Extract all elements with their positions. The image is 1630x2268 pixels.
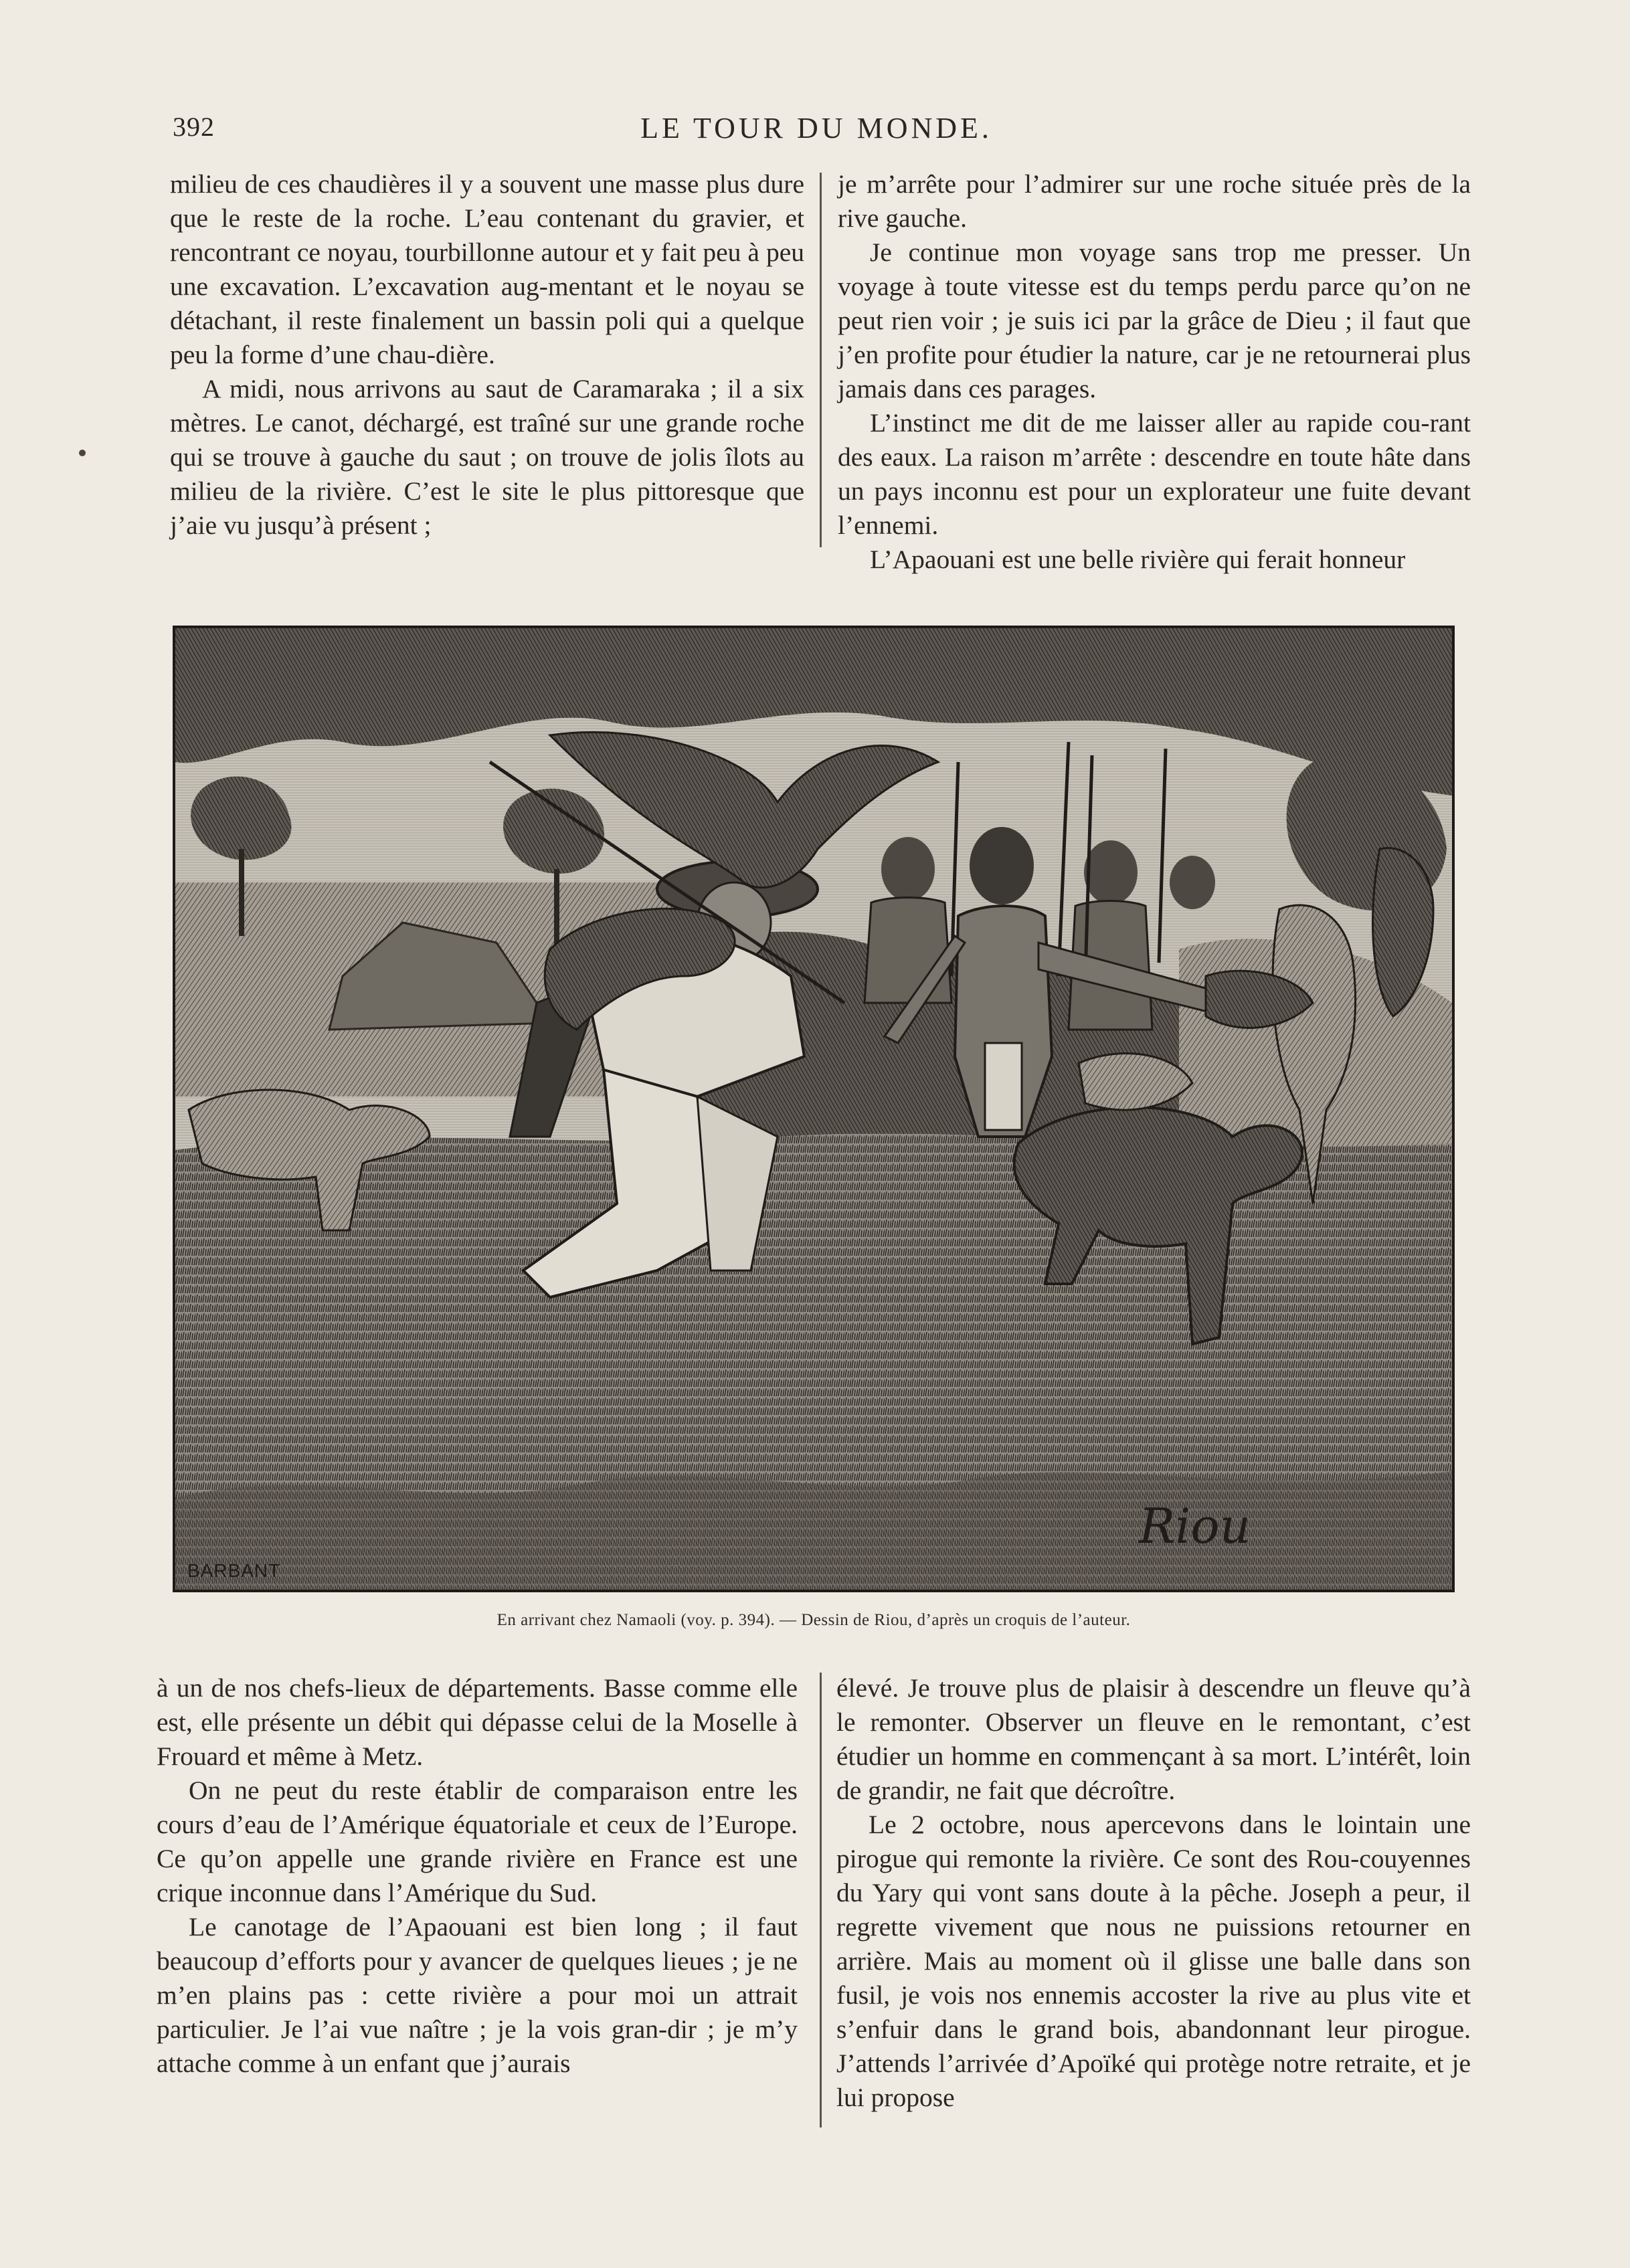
margin-mark xyxy=(79,450,86,456)
running-title: LE TOUR DU MONDE. xyxy=(640,112,992,145)
paragraph: à un de nos chefs-lieux de départements. Basse comme elle est, elle présente un débit qui dépasse celui de la Moselle à Frouard et même à Metz. xyxy=(157,1673,798,1771)
paragraph: je m’arrête pour l’admirer sur une roche située près de la rive gauche. xyxy=(838,169,1471,233)
paragraph: On ne peut du reste établir de comparaison entre les cours d’eau de l’Amérique équatoriale et ceux de l’Europe. Ce qu’on appelle une grande rivière en France est une crique inconnue dans l’Amérique du Sud. xyxy=(157,1776,798,1907)
paragraph: A midi, nous arrivons au saut de Caramaraka ; il a six mètres. Le canot, déchargé, est traîné sur une grande roche qui se trouve à gauche du saut ; on trouve de jolis îlots au milieu de la rivière. C’est le site le plus pittoresque que j’aie vu jusqu’à présent ; xyxy=(170,374,804,540)
engraving-illustration xyxy=(173,626,1455,1592)
foreground-grass xyxy=(175,1471,1452,1590)
bottom-right-column xyxy=(836,1671,1471,2115)
figure-caption: En arrivant chez Namaoli (voy. p. 394). — Dessin de Riou, d’après un croquis de l’auteur. xyxy=(496,1611,1131,1629)
page-header xyxy=(161,107,1472,147)
engraver-mark: BARBANT xyxy=(187,1560,281,1581)
top-left-column xyxy=(170,167,804,543)
page-number: 392 xyxy=(173,112,215,142)
paragraph: Le canotage de l’Apaouani est bien long ; il faut beaucoup d’efforts pour y avancer de quelques lieues ; je ne m’en plains pas : cette rivière a pour moi un attrait particulier. Je l’ai vue naître ; je la vois gran-dir ; je m’y attache comme à un enfant que j’aurais xyxy=(157,1912,798,2078)
paragraph: Je continue mon voyage sans trop me presser. Un voyage à toute vitesse est du temps perdu parce qu’on ne peut rien voir ; je suis ici par la grâce de Dieu ; il faut que j’en profite pour étudier la nature, car je ne retournerai plus jamais dans ces parages. xyxy=(838,238,1471,403)
bottom-left-column xyxy=(157,1671,798,2081)
column-rule xyxy=(820,1673,822,2128)
paragraph: L’Apaouani est une belle rivière qui ferait honneur xyxy=(870,545,1406,574)
paragraph: milieu de ces chaudières il y a souvent une masse plus dure que le reste de la roche. L’eau contenant du gravier, et rencontrant ce noyau, tourbillonne autour et y fait peu à peu une excavation. L’excavation aug-mentant et le noyau se détachant, il reste finalement un bassin poli qui a quelque peu la forme d’une chau-dière. xyxy=(170,169,804,369)
artist-signature: Riou xyxy=(1139,1498,1251,1554)
column-rule xyxy=(820,173,822,547)
paragraph: L’instinct me dit de me laisser aller au rapide cou-rant des eaux. La raison m’arrête : descendre en toute hâte dans un pays inconnu est pour un explorateur une fuite devant l’ennemi. xyxy=(838,408,1471,540)
paragraph: Le 2 octobre, nous apercevons dans le lointain une pirogue qui remonte la rivière. Ce sont des Rou-couyennes du Yary qui vont sans doute à la pêche. Joseph a peur, il regrette vivement que nous ne puissions retourner en arrière. Mais au moment où il glisse une balle dans son fusil, je vois nos ennemis accoster la rive au plus vite et s’enfuir dans le grand bois, abandonnant leur pirogue. J’attends l’arrivée d’Apoïké qui protège notre retraite, et je lui propose xyxy=(836,1810,1471,2112)
top-right-column xyxy=(838,167,1471,577)
paragraph: élevé. Je trouve plus de plaisir à descendre un fleuve qu’à le remonter. Observer un fleuve en le remontant, c’est étudier un homme en commençant à sa mort. L’intérêt, loin de grandir, ne fait que décroître. xyxy=(836,1673,1471,1805)
engraving-scene xyxy=(175,628,1452,1590)
